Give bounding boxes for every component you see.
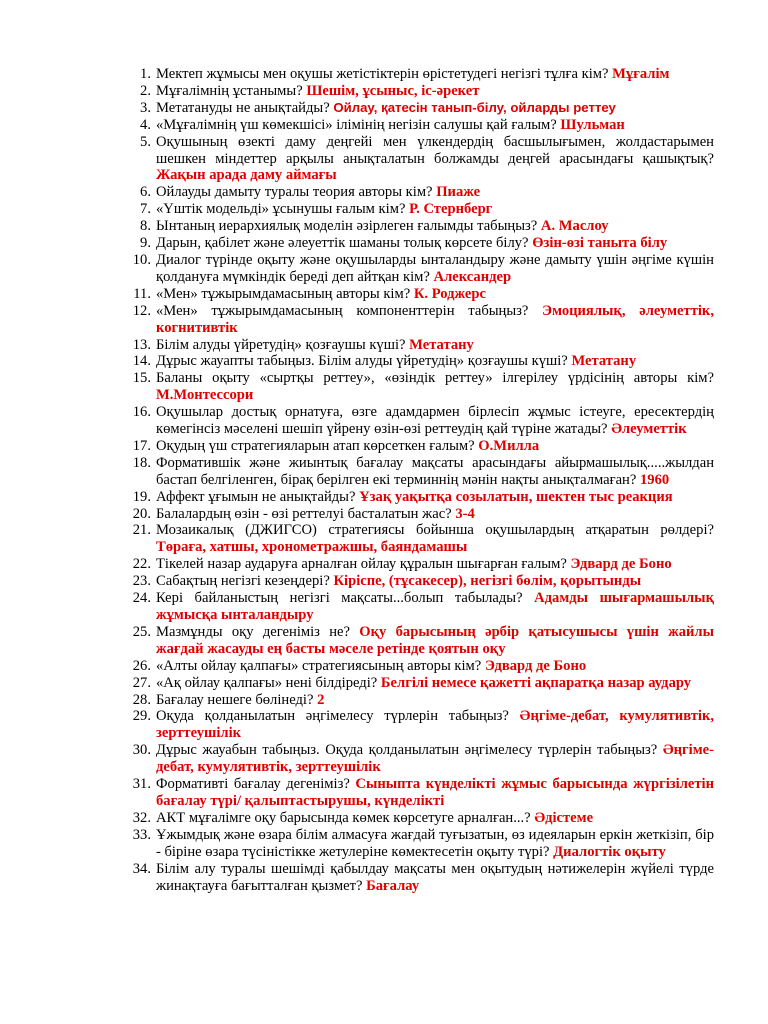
item-number: 12.	[132, 302, 151, 319]
item-number: 8.	[140, 218, 151, 235]
item-number: 3.	[140, 99, 151, 116]
item-number: 33.	[132, 826, 151, 843]
item-number: 21.	[132, 522, 151, 539]
answer-text: Шешім, ұсыныс, іс-әрекет	[306, 82, 480, 99]
answer-text: Әңгіме-дебат, кумулятивтік, зерттеушілік	[156, 742, 714, 776]
answer-text: Кіріспе, (тұсакесер), негізгі бөлім, қорытынды	[333, 573, 642, 590]
list-item	[126, 506, 714, 523]
list-item	[126, 624, 714, 658]
item-number: 25.	[132, 623, 151, 640]
question-text: Дұрыс жауапты табыңыз. Білім алуды үйретудің» қозғаушы күші?	[156, 353, 568, 370]
answer-text: Өзін-өзі таныта білу	[532, 235, 668, 252]
list-item	[126, 708, 714, 742]
question-text: Оқушының өзекті даму деңгейі мен үлкендердің басшылығымен, жолдастарымен шешкен міндеттер арқылы анықталатын болжамды деңгей арасындағы қашықтық?	[156, 133, 714, 167]
item-number: 26.	[132, 657, 151, 674]
item-number: 30.	[132, 742, 151, 759]
answer-text: 1960	[640, 471, 670, 488]
answer-text: Эдвард де Боно	[570, 556, 672, 573]
question-text: АКТ мұғалімге оқу барысында көмек көрсетуге арналған...?	[156, 809, 531, 826]
answer-text: К. Роджерс	[413, 285, 486, 302]
list-item	[126, 776, 714, 810]
list-item	[126, 286, 714, 303]
question-text: «Мен» тұжырымдамасының компоненттерін табыңыз?	[156, 302, 529, 319]
answer-text: Ұзақ уақытқа созылатын, шектен тыс реакция	[359, 488, 673, 505]
item-number: 10.	[132, 251, 151, 268]
list-item	[126, 83, 714, 100]
list-item	[126, 742, 714, 776]
question-text: Бағалау нешеге бөлінеді?	[156, 691, 314, 708]
answer-text: Төраға, хатшы, хронометражшы, баяндамашы	[156, 539, 468, 556]
answer-text: Сыныпта күнделікті жұмыс барысында жүргізілетін бағалау түрі/ қалыптастырушы, күнделікті	[156, 776, 714, 809]
answer-text: Оқу барысының әрбір қатысушысы үшін жайлы жағдай жасауды ең басты мәселе ретінде қоятын оқу	[156, 623, 715, 657]
question-text: «Алты ойлау қалпағы» стратегиясының авторы кім?	[156, 657, 482, 674]
answer-text: Александер	[433, 268, 512, 285]
list-item	[126, 201, 714, 218]
item-number: 29.	[132, 708, 151, 725]
item-number: 24.	[132, 590, 151, 607]
list-item	[126, 337, 714, 354]
list-item	[126, 692, 714, 709]
item-number: 19.	[132, 488, 151, 505]
question-text: «Ақ ойлау қалпағы» нені білдіреді?	[156, 674, 378, 691]
list-item	[126, 590, 714, 624]
answer-text: Шульман	[560, 116, 625, 133]
item-number: 17.	[132, 437, 151, 454]
list-item	[126, 66, 714, 83]
question-text: Мектеп жұмысы мен оқушы жетістіктерін өрістетудегі негізгі тұлға кім?	[156, 66, 609, 82]
item-number: 34.	[132, 860, 151, 877]
answer-text: Бағалау	[366, 877, 420, 894]
list-item	[126, 573, 714, 590]
question-text: Метатануды не анықтайды?	[156, 99, 330, 116]
answer-text: Әлеуметтік	[611, 421, 687, 438]
item-number: 27.	[132, 674, 151, 691]
question-text: Балалардың өзін - өзі реттелуі басталатын жас?	[156, 505, 452, 522]
item-number: 1.	[140, 66, 151, 82]
question-text: Ұжымдық және өзара білім алмасуға жағдай туғызатын, өз идеяларын еркін жеткізіп, бір - біріне өзара түсіністікке жетулеріне көмектесетін оқыту түрі?	[156, 826, 714, 860]
question-text: Диалог түрінде оқыту және оқушыларды ынталандыру және дамыту үшін әңгіме күшін қолдануға мүмкіндік береді деп айтқан кім?	[156, 251, 714, 285]
answer-text: Диалогтік оқыту	[553, 843, 666, 860]
question-text: Оқушылар достық орнатуға, өзге адамдармен бірлесіп жұмыс істеуге, ересектердің көмегінсіз мәселені шешіп үйрену өзін-өзі реттеудің қай түріне жатады?	[156, 404, 714, 438]
question-text: Мазмұнды оқу дегеніміз не?	[156, 623, 350, 640]
list-item	[126, 370, 714, 404]
item-number: 31.	[132, 776, 151, 793]
answer-text: Адамды шығармашылық жұмысқа ынталандыру	[156, 590, 714, 623]
list-item	[126, 303, 714, 337]
question-text: Оқуда қолданылатын әңгімелесу түрлерін табыңыз?	[156, 708, 509, 725]
item-number: 14.	[132, 353, 151, 370]
item-number: 9.	[140, 235, 151, 252]
answer-text: Метатану	[571, 353, 637, 370]
answer-text: А. Маслоу	[540, 218, 609, 235]
question-text: «Үштік модельді» ұсынушы ғалым кім?	[156, 201, 406, 218]
answer-text: Метатану	[409, 336, 474, 353]
list-item	[126, 827, 714, 861]
answer-text: Эдвард де Боно	[484, 657, 587, 674]
item-number: 15.	[132, 370, 151, 387]
list-item	[126, 455, 714, 489]
item-number: 6.	[140, 184, 151, 201]
question-text: Формативті бағалау дегеніміз?	[156, 776, 350, 793]
answer-text: Эмоциялық, әлеуметтік, когнитивтік	[156, 302, 714, 336]
question-text: Дұрыс жауабын табыңыз. Оқуда қолданылатын әңгімелесу түрлерін табыңыз?	[156, 742, 658, 759]
list-item	[126, 218, 714, 235]
question-text: Білім алуды үйретудің» қозғаушы күші?	[156, 336, 406, 353]
list-item	[126, 556, 714, 573]
question-text: Ынтаның иерархиялық моделін әзірлеген ғалымды табыңыз?	[156, 218, 538, 235]
document-page	[126, 66, 714, 894]
item-number: 18.	[132, 454, 151, 471]
list-item	[126, 184, 714, 201]
list-item	[126, 404, 714, 438]
question-text: Кері байланыстың негізгі мақсаты...болып табылады?	[156, 590, 523, 607]
list-item	[126, 100, 714, 117]
item-number: 32.	[132, 809, 151, 826]
item-number: 2.	[140, 82, 151, 99]
question-text: «Мұғалімнің үш көмекшісі» ілімінің негізін салушы қай ғалым?	[156, 116, 557, 133]
answer-text: Р. Стернберг	[409, 201, 493, 218]
list-item	[126, 235, 714, 252]
item-number: 23.	[132, 573, 151, 590]
list-item	[126, 134, 714, 185]
question-text: Оқудың үш стратегияларын атап көрсеткен ғалым?	[156, 437, 475, 454]
answer-text: Белгілі немесе қажетті ақпаратқа назар аудару	[380, 674, 692, 691]
item-number: 22.	[132, 556, 151, 573]
question-text: Мұғалімнің ұстанымы?	[156, 82, 303, 99]
answer-text: Әңгіме-дебат, кумулятивтік, зерттеушілік	[156, 708, 714, 742]
item-number: 16.	[132, 404, 151, 421]
item-number: 4.	[140, 116, 151, 133]
question-text: Сабақтың негізгі кезеңдері?	[156, 573, 334, 590]
answer-text: Пиаже	[436, 184, 481, 201]
question-text: Білім алу туралы шешімді қабылдау мақсаты мен оқытудың нәтижелерін жүйелі түрде жинақтауға бағытталған қызмет?	[156, 860, 714, 894]
answer-text: 2	[317, 691, 325, 708]
question-text: Тікелей назар аударуға арналған ойлау құралын шығарған ғалым?	[156, 556, 567, 573]
question-text: Ойлауды дамыту туралы теория авторы кім?	[156, 184, 433, 201]
list-item	[126, 117, 714, 134]
list-item	[126, 810, 714, 827]
answer-text: М.Монтессори	[156, 387, 254, 404]
answer-text: Жақын арада даму аймағы	[156, 167, 337, 184]
answer-text: Әдістеме	[534, 809, 594, 826]
answer-text: Ойлау, қатесін танып-білу, ойларды реттеу	[333, 99, 616, 115]
question-text: Дарын, қабілет және әлеуеттік шаманы толық көрсете білу?	[156, 235, 529, 252]
list-item	[126, 658, 714, 675]
item-number: 11.	[133, 285, 151, 302]
list-item	[126, 861, 714, 895]
answer-text: 3-4	[455, 505, 475, 522]
answer-text: Мұғалім	[612, 66, 670, 82]
item-number: 13.	[132, 336, 151, 353]
question-text: Форматившік және жиынтық бағалау мақсаты арасындағы айырмашылық.....жылдан бастап белгіленген, бірақ берілген екі терминнің мәнін нақты анықталмаған?	[156, 454, 714, 488]
list-item	[126, 522, 714, 556]
list-item	[126, 438, 714, 455]
list-item	[126, 252, 714, 286]
item-number: 5.	[140, 133, 151, 150]
question-text: «Мен» тұжырымдамасының авторы кім?	[156, 285, 411, 302]
list-item	[126, 353, 714, 370]
question-list	[126, 66, 714, 894]
list-item	[126, 489, 714, 506]
answer-text: О.Милла	[478, 437, 540, 454]
question-text: Баланы оқыту «сыртқы реттеу», «өзіндік реттеу» ілгерілеу үрдісінің авторы кім?	[156, 370, 714, 387]
item-number: 7.	[140, 201, 151, 218]
list-item	[126, 675, 714, 692]
question-text: Мозаикалық (ДЖИГСО) стратегиясы бойынша оқушылардың атқаратын рөлдері?	[156, 522, 714, 539]
item-number: 20.	[132, 505, 151, 522]
question-text: Аффект ұғымын не анықтайды?	[156, 488, 356, 505]
item-number: 28.	[132, 691, 151, 708]
